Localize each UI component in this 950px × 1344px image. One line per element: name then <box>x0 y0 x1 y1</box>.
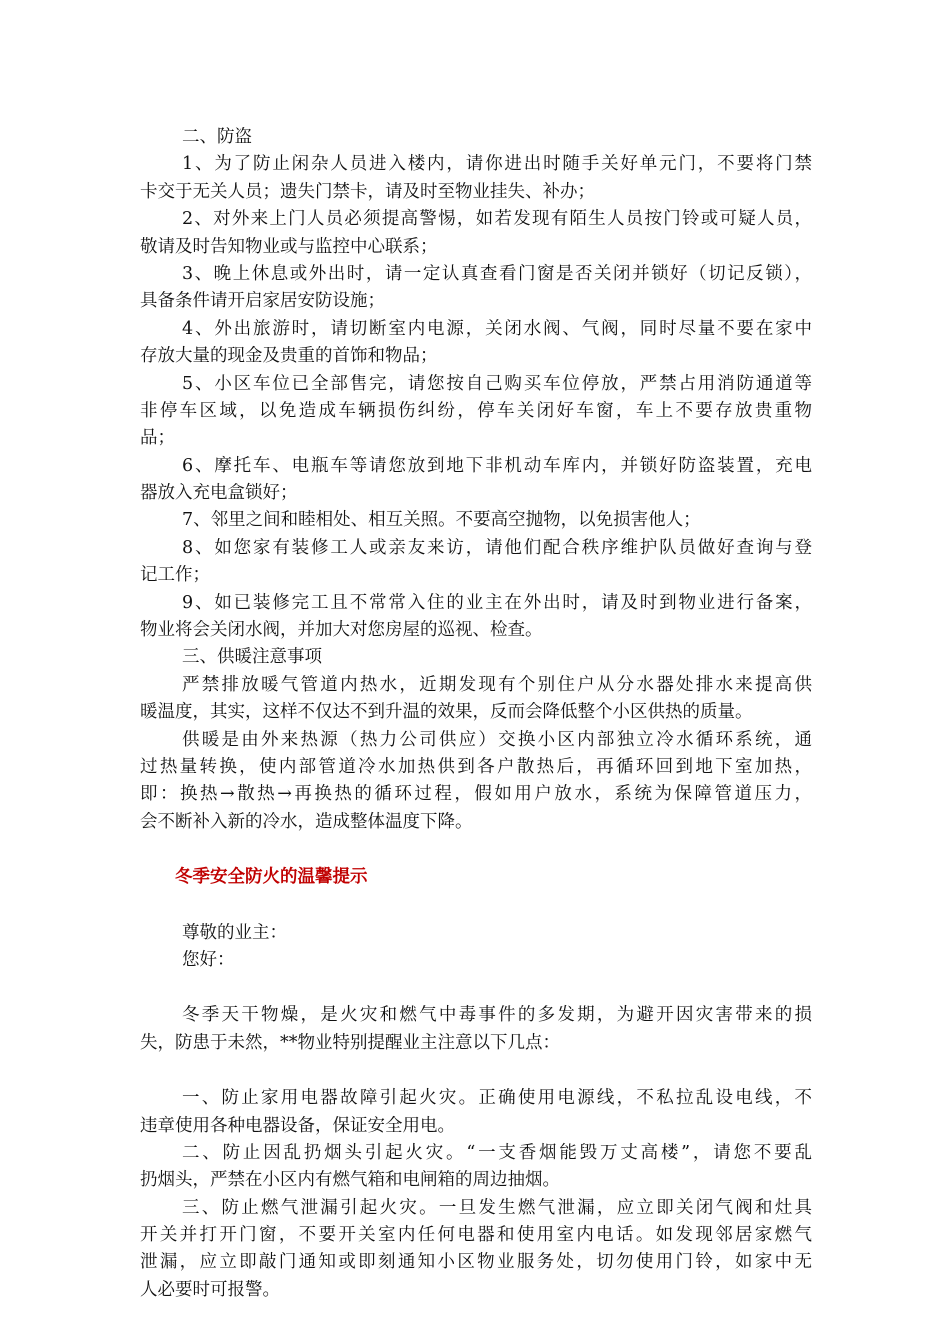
list-item-line: 4、外出旅游时，请切断室内电源，关闭水阀、气阀，同时尽量不要在家中 <box>182 318 812 339</box>
list-item-line: 卡交于无关人员；遗失门禁卡，请及时至物业挂失、补办； <box>140 181 595 202</box>
list-item-line: 非停车区域，以免造成车辆损伤纠纷，停车关闭好车窗，车上不要存放贵重物 <box>140 400 812 421</box>
greeting: 您好： <box>182 949 235 970</box>
section-heading-antitheft: 二、防盗 <box>182 127 252 147</box>
paragraph-line: 即：换热→散热→再换热的循环过程，假如用户放水，系统为保障管道压力， <box>140 784 812 805</box>
paragraph-line: 严禁排放暖气管道内热水，近期发现有个别住户从分水器处排水来提高供 <box>182 674 812 695</box>
document-page <box>140 124 812 1304</box>
list-item-line: 5、小区车位已全部售完，请您按自己购买车位停放，严禁占用消防通道等 <box>182 373 812 394</box>
spacer <box>140 974 812 1002</box>
list-item-line: 3、晚上休息或外出时，请一定认真查看门窗是否关闭并锁好（切记反锁）， <box>182 263 812 284</box>
list-item-line: 7、邻里之间和睦相处、相互关照。不要高空抛物，以免损害他人； <box>182 510 701 531</box>
spacer <box>140 892 812 920</box>
list-item-line: 二、防止因乱扔烟头引起火灾。“一支香烟能毁万丈高楼”，请您不要乱 <box>182 1142 812 1163</box>
list-item-line: 记工作； <box>140 565 210 586</box>
list-item-line: 三、防止燃气泄漏引起火灾。一旦发生燃气泄漏，应立即关闭气阀和灶具 <box>182 1197 812 1218</box>
list-item-line: 器放入充电盒锁好； <box>140 483 298 504</box>
list-item-line: 6、摩托车、电瓶车等请您放到地下非机动车库内，并锁好防盗装置，充电 <box>182 455 812 476</box>
paragraph-line: 暖温度，其实，这样不仅达不到升温的效果，反而会降低整个小区供热的质量。 <box>140 702 753 723</box>
list-item-line: 泄漏，应立即敲门通知或即刻通知小区物业服务处，切勿使用门铃，如家中无 <box>140 1252 812 1273</box>
list-item-line: 1、为了防止闲杂人员进入楼内，请你进出时随手关好单元门，不要将门禁 <box>182 154 812 175</box>
paragraph-line: 过热量转换，使内部管道冷水加热供到各户散热后，再循环回到地下室加热， <box>140 756 812 777</box>
list-item-line: 存放大量的现金及贵重的首饰和物品； <box>140 346 438 367</box>
list-item-line: 一、防止家用电器故障引起火灾。正确使用电源线，不私拉乱设电线，不 <box>182 1088 812 1109</box>
list-item-line: 人必要时可报警。 <box>140 1279 280 1300</box>
list-item-line: 违章使用各种电器设备，保证安全用电。 <box>140 1115 455 1136</box>
list-item-line: 8、如您家有装修工人或亲友来访，请他们配合秩序维护队员做好查询与登 <box>182 537 812 558</box>
section-heading-heating: 三、供暖注意事项 <box>182 647 322 668</box>
list-item-line: 9、如已装修完工且不常常入住的业主在外出时，请及时到物业进行备案， <box>182 592 812 613</box>
notice-title: 冬季安全防火的温馨提示 <box>175 867 368 888</box>
list-item-line: 具备条件请开启家居安防设施； <box>140 291 385 312</box>
spacer <box>140 1057 812 1085</box>
list-item-line: 扔烟头，严禁在小区内有燃气箱和电闸箱的周边抽烟。 <box>140 1170 560 1191</box>
paragraph-line: 会不断补入新的冷水，造成整体温度下降。 <box>140 811 473 832</box>
paragraph-line: 冬季天干物燥，是火灾和燃气中毒事件的多发期，为避开因灾害带来的损 <box>182 1005 812 1026</box>
salutation: 尊敬的业主： <box>182 922 287 943</box>
list-item-line: 开关并打开门窗，不要开关室内任何电器和使用室内电话。如发现邻居家燃气 <box>140 1225 812 1246</box>
list-item-line: 品； <box>140 428 175 449</box>
spacer <box>140 836 812 864</box>
list-item-line: 敬请及时告知物业或与监控中心联系； <box>140 236 438 257</box>
list-item-line: 2、对外来上门人员必须提高警惕，如若发现有陌生人员按门铃或可疑人员， <box>182 209 812 230</box>
list-item-line: 物业将会关闭水阀，并加大对您房屋的巡视、检查。 <box>140 620 543 641</box>
paragraph-line: 供暖是由外来热源（热力公司供应）交换小区内部独立冷水循环系统，通 <box>182 729 812 750</box>
paragraph-line: 失，防患于未然，**物业特别提醒业主注意以下几点： <box>140 1032 560 1053</box>
